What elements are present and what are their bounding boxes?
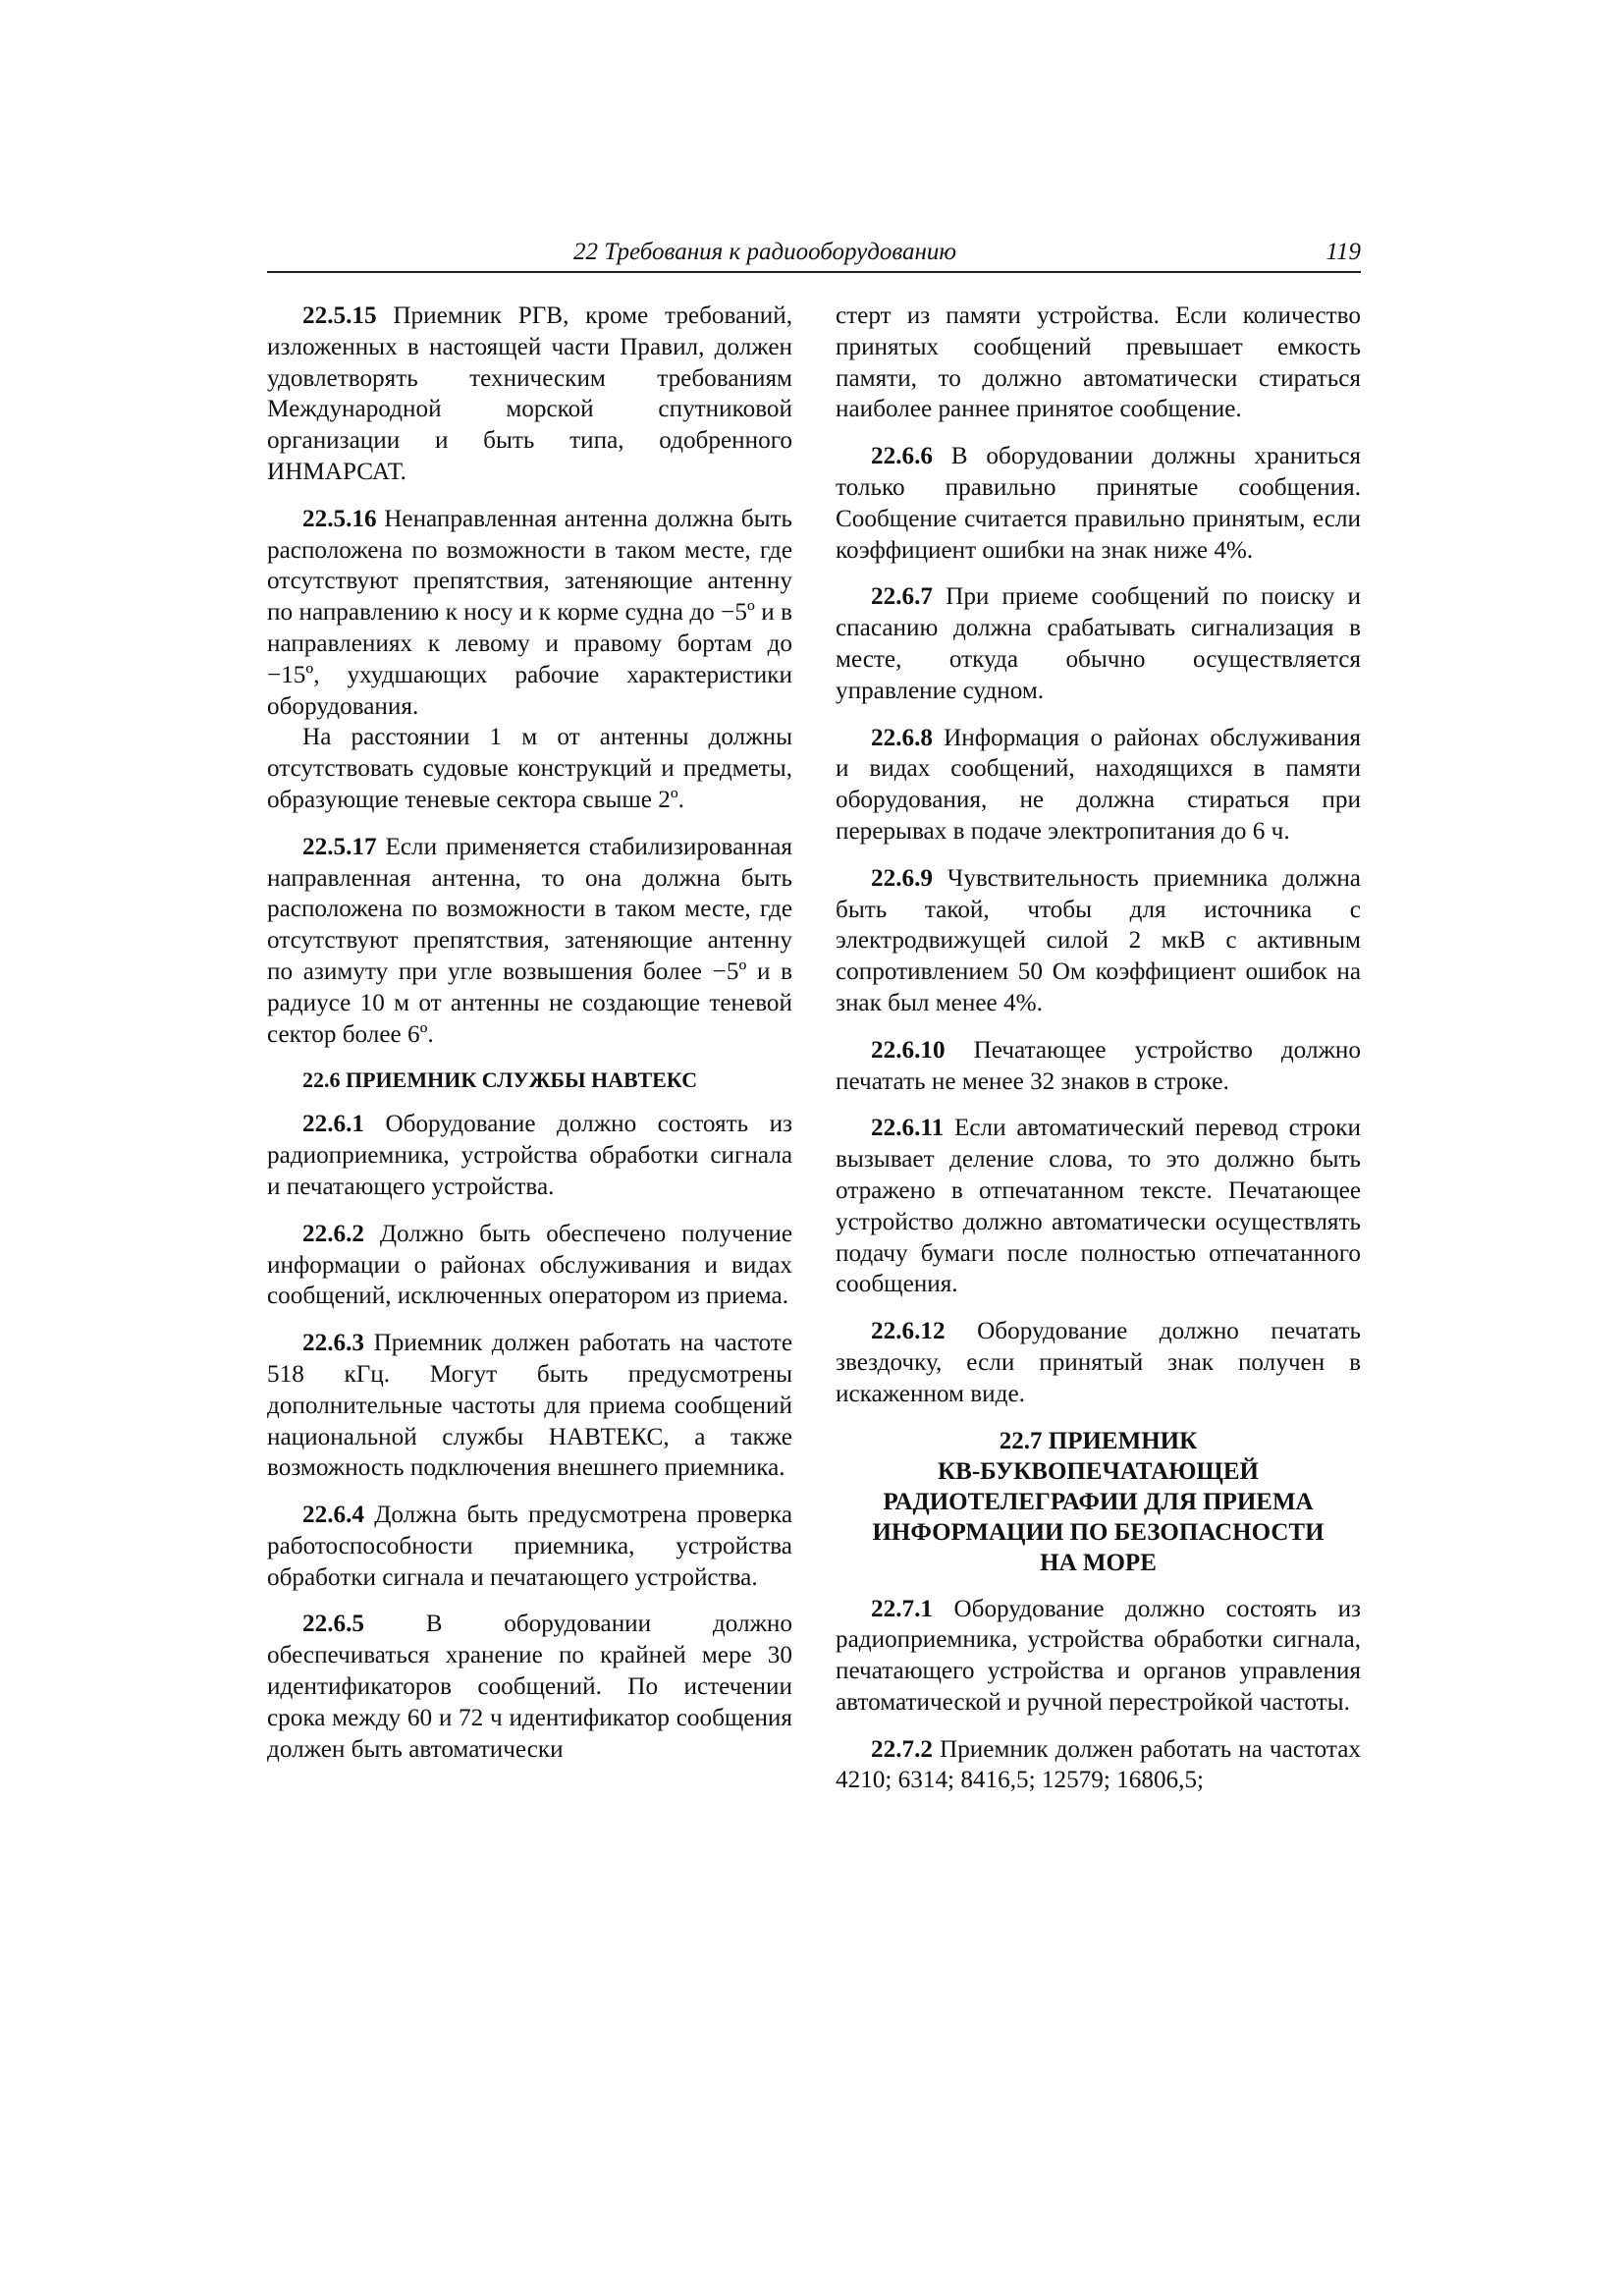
clause-number: 22.5.16 xyxy=(302,505,377,532)
paragraph-22-6-6 xyxy=(836,441,1361,566)
paragraph-22-6-9 xyxy=(836,863,1361,1019)
clause-number: 22.6.8 xyxy=(871,724,933,751)
clause-number: 22.6.11 xyxy=(871,1115,945,1142)
clause-number: 22.6.2 xyxy=(302,1220,364,1247)
paragraph-text: стерт из памяти устройства. Если количество принятых сообщений превышает емкость памяти, то должно автоматически стираться наиболее раннее принятое сообщение. xyxy=(836,302,1361,423)
paragraph-text: Приемник должен работать на частоте 518 кГц. Могут быть предусмотрены дополнительные частоты для приема сообщений национальной службы НАВТЕКС, а также возможность подключения внешнего приемника. xyxy=(267,1330,792,1482)
paragraph-text: Информация о районах обслуживания и видах сообщений, находящихся в памяти оборудования, не должна стираться при перерывах в подаче электропитания до 6 ч. xyxy=(836,724,1361,845)
left-column xyxy=(267,301,792,1780)
clause-number: 22.6.12 xyxy=(871,1318,946,1345)
paragraph-22-6-2 xyxy=(267,1219,792,1312)
clause-number: 22.5.15 xyxy=(302,302,377,329)
heading-line: НА МОРЕ xyxy=(1040,1549,1157,1576)
section-heading-22-7 xyxy=(836,1426,1361,1578)
paragraph-22-6-5-continued xyxy=(836,301,1361,425)
paragraph-22-6-3 xyxy=(267,1328,792,1484)
clause-number: 22.6.5 xyxy=(302,1611,364,1638)
paragraph-22-6-8 xyxy=(836,723,1361,847)
paragraph-22-5-17 xyxy=(267,832,792,1051)
paragraph-text: Оборудование должно состоять из радиоприемника, устройства обработки сигнала и печатающего устройства. xyxy=(267,1111,792,1200)
clause-number: 22.6.4 xyxy=(302,1502,364,1529)
paragraph-text: Оборудование должно печатать звездочку, если принятый знак получен в искаженном виде. xyxy=(836,1318,1361,1407)
paragraph-22-5-16-continued xyxy=(267,722,792,815)
paragraph-text: В оборудовании должны храниться только правильно принятые сообщения. Сообщение считается правильно принятым, если коэффициент ошибки на знак ниже 4%. xyxy=(836,443,1361,564)
paragraph-text: Ненаправленная антенна должна быть расположена по возможности в таком месте, где отсутствуют препятствия, затеняющие антенну по направлению к носу и к корме судна до −5º и в направлениях к левому и правому бортам до −15º, ухудшающих рабочие характеристики оборудования. xyxy=(267,505,792,720)
paragraph-text: Печатающее устройство должно печатать не менее 32 знаков в строке. xyxy=(836,1036,1361,1095)
clause-number: 22.6.6 xyxy=(871,443,933,470)
clause-number: 22.7.2 xyxy=(871,1735,933,1763)
paragraph-22-6-10 xyxy=(836,1035,1361,1098)
heading-line: РАДИОТЕЛЕГРАФИИ ДЛЯ ПРИЕМА xyxy=(883,1488,1314,1515)
clause-number: 22.6.7 xyxy=(871,583,933,611)
paragraph-text: На расстоянии 1 м от антенны должны отсутствовать судовые конструкций и предметы, образующие теневые сектора свыше 2º. xyxy=(267,724,792,813)
paragraph-22-7-1 xyxy=(836,1594,1361,1719)
paragraph-text: Приемник должен работать на частотах 4210; 6314; 8416,5; 12579; 16806,5; xyxy=(836,1735,1361,1794)
section-heading-22-6: 22.6 ПРИЕМНИК СЛУЖБЫ НАВТЕКС xyxy=(302,1067,698,1093)
page-header xyxy=(267,238,1361,273)
paragraph-22-6-12 xyxy=(836,1316,1361,1409)
paragraph-text: Должна быть предусмотрена проверка работоспособности приемника, устройства обработки сигнала и печатающего устройства. xyxy=(267,1502,792,1591)
paragraph-text: Оборудование должно состоять из радиоприемника, устройства обработки сигнала, печатающего устройства и органов управления автоматической и ручной перестройкой частоты. xyxy=(836,1595,1361,1716)
clause-number: 22.7.1 xyxy=(871,1595,933,1622)
paragraph-text: В оборудовании должно обеспечиваться хранение по крайней мере 30 идентификаторов сообщений. По истечении срока между 60 и 72 ч идентификатор сообщения должен быть автоматически xyxy=(267,1611,792,1763)
paragraph-22-6-5 xyxy=(267,1609,792,1765)
paragraph-text: При приеме сообщений по поиску и спасанию должна срабатывать сигнализация в месте, откуда обычно осуществляется управление судном. xyxy=(836,583,1361,704)
paragraph-text: Если автоматический перевод строки вызывает деление слова, то это должно быть отражено в отпечатанном тексте. Печатающее устройство должно автоматически осуществлять подачу бумаги после полностью отпечатанного сообщения. xyxy=(836,1115,1361,1298)
heading-line: ИНФОРМАЦИИ ПО БЕЗОПАСНОСТИ xyxy=(872,1518,1325,1546)
clause-number: 22.6.9 xyxy=(871,864,933,892)
right-column xyxy=(836,301,1361,1812)
running-title: 22 Требования к радиооборудованию xyxy=(573,239,957,265)
paragraph-text: Приемник РГВ, кроме требований, изложенных в настоящей части Правил, должен удовлетворять техническим требованиям Международной морской спутниковой организации и быть типа, одобренного ИНМАРСАТ. xyxy=(267,302,792,485)
paragraph-22-6-4 xyxy=(267,1500,792,1593)
heading-line: КВ-БУКВОПЕЧАТАЮЩЕЙ xyxy=(938,1457,1259,1485)
page-number: 119 xyxy=(1325,239,1361,265)
clause-number: 22.6.10 xyxy=(871,1036,946,1064)
paragraph-text: Чувствительность приемника должна быть такой, чтобы для источника с электродвижущей силой 2 мкВ с активным сопротивлением 50 Ом коэффициент ошибок на знак был менее 4%. xyxy=(836,864,1361,1016)
clause-number: 22.5.17 xyxy=(302,833,377,860)
paragraph-text: Если применяется стабилизированная направленная антенна, то она должна быть расположена по возможности в таком месте, где отсутствуют препятствия, затеняющие антенну по азимуту при угле возвышения более −5º и в радиусе 10 м от антенны не создающие теневой сектор более 6º. xyxy=(267,833,792,1048)
heading-line: 22.7 ПРИЕМНИК xyxy=(999,1427,1198,1454)
paragraph-22-7-2 xyxy=(836,1734,1361,1797)
paragraph-22-6-11 xyxy=(836,1113,1361,1300)
paragraph-text: Должно быть обеспечено получение информации о районах обслуживания и видах сообщений, исключенных оператором из приема. xyxy=(267,1220,792,1310)
paragraph-22-5-15 xyxy=(267,301,792,488)
paragraph-22-5-16 xyxy=(267,504,792,723)
paragraph-22-6-1 xyxy=(267,1109,792,1202)
paragraph-22-6-7 xyxy=(836,581,1361,706)
clause-number: 22.6.3 xyxy=(302,1330,364,1357)
clause-number: 22.6.1 xyxy=(302,1111,364,1138)
